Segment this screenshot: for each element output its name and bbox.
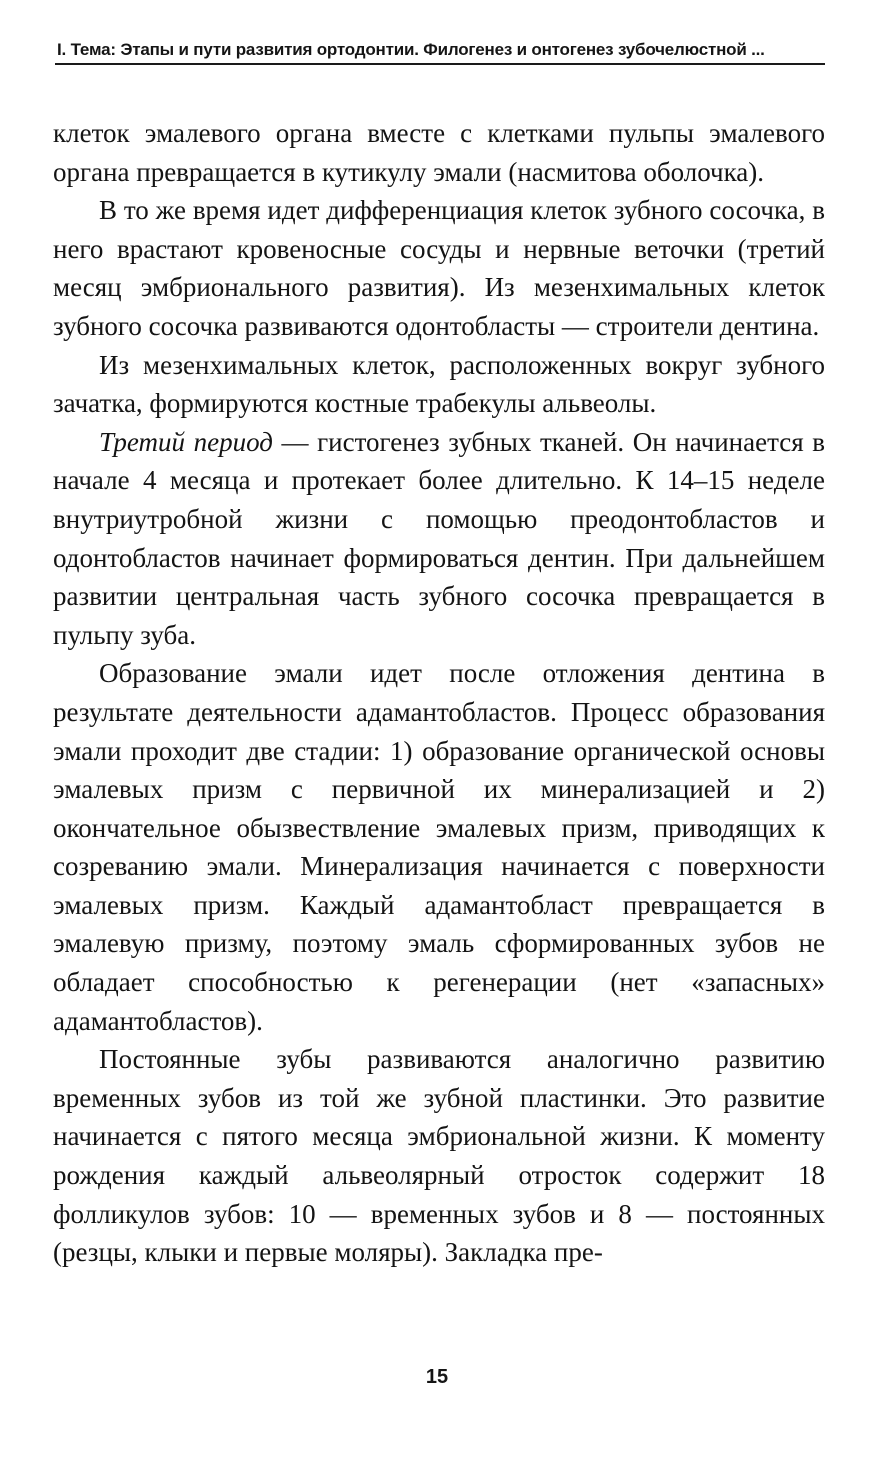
page-number: 15 — [425, 1366, 449, 1388]
paragraph-1 — [53, 114, 825, 191]
paragraph-1-text: клеток эмалевого органа вместе с клетками пульпы эмалевого органа превращается в кутикулу эмали (насмитова оболочка). — [53, 118, 825, 187]
paragraph-2 — [53, 191, 825, 345]
header-rule — [55, 63, 825, 65]
paragraph-3 — [53, 346, 825, 423]
paragraph-5-text: Образование эмали идет после отложения дентина в результате деятельности адамантобластов. Процесс образования эмали проходит две стадии: 1) образование органической основы эмалевых призм с первичной их минерализацией и 2) окончательное обызвествление эмалевых призм, приводящих к созреванию эмали. Минерализация начинается с поверхности эмалевых призм. Каждый адамантобласт превращается в эмалевую призму, поэтому эмаль сформированных зубов не обладает способностью к регенерации (нет «запасных» адамантобластов). — [53, 658, 825, 1036]
paragraph-6 — [53, 1040, 825, 1272]
paragraph-2-text: В то же время идет дифференциация клеток зубного сосочка, в него врастают кровеносные сосуды и нервные веточки (третий месяц эмбрионального развития). Из мезенхимальных клеток зубного сосочка развиваются одонтобласты — строители дентина. — [53, 195, 825, 341]
running-header: I. Тема: Этапы и пути развития ортодонтии. Филогенез и онтогенез зубочелюстной ... — [57, 40, 765, 59]
paragraph-4-term: Третий период — [99, 426, 273, 457]
paragraph-4-text: — гистогенез зубных тканей. Он начинается в начале 4 месяца и протекает более длительно. К 14–15 неделе внутриутробной жизни с помощью преодонтобластов и одонтобластов начинает формироваться дентин. При дальнейшем развитии центральная часть зубного сосочка превращается в пульпу зуба. — [53, 426, 825, 650]
paragraph-6-text: Постоянные зубы развиваются аналогично развитию временных зубов из той же зубной пластинки. Это развитие начинается с пятого месяца эмбриональной жизни. К моменту рождения каждый альвеолярный отросток содержит 18 фолликулов зубов: 10 — временных зубов и 8 — постоянных (резцы, клыки и первые моляры). Закладка пре- — [53, 1044, 825, 1268]
paragraph-5 — [53, 654, 825, 1040]
body-text — [53, 114, 825, 1272]
paragraph-3-text: Из мезенхимальных клеток, расположенных вокруг зубного зачатка, формируются костные трабекулы альвеолы. — [53, 349, 825, 419]
paragraph-4 — [53, 423, 825, 655]
